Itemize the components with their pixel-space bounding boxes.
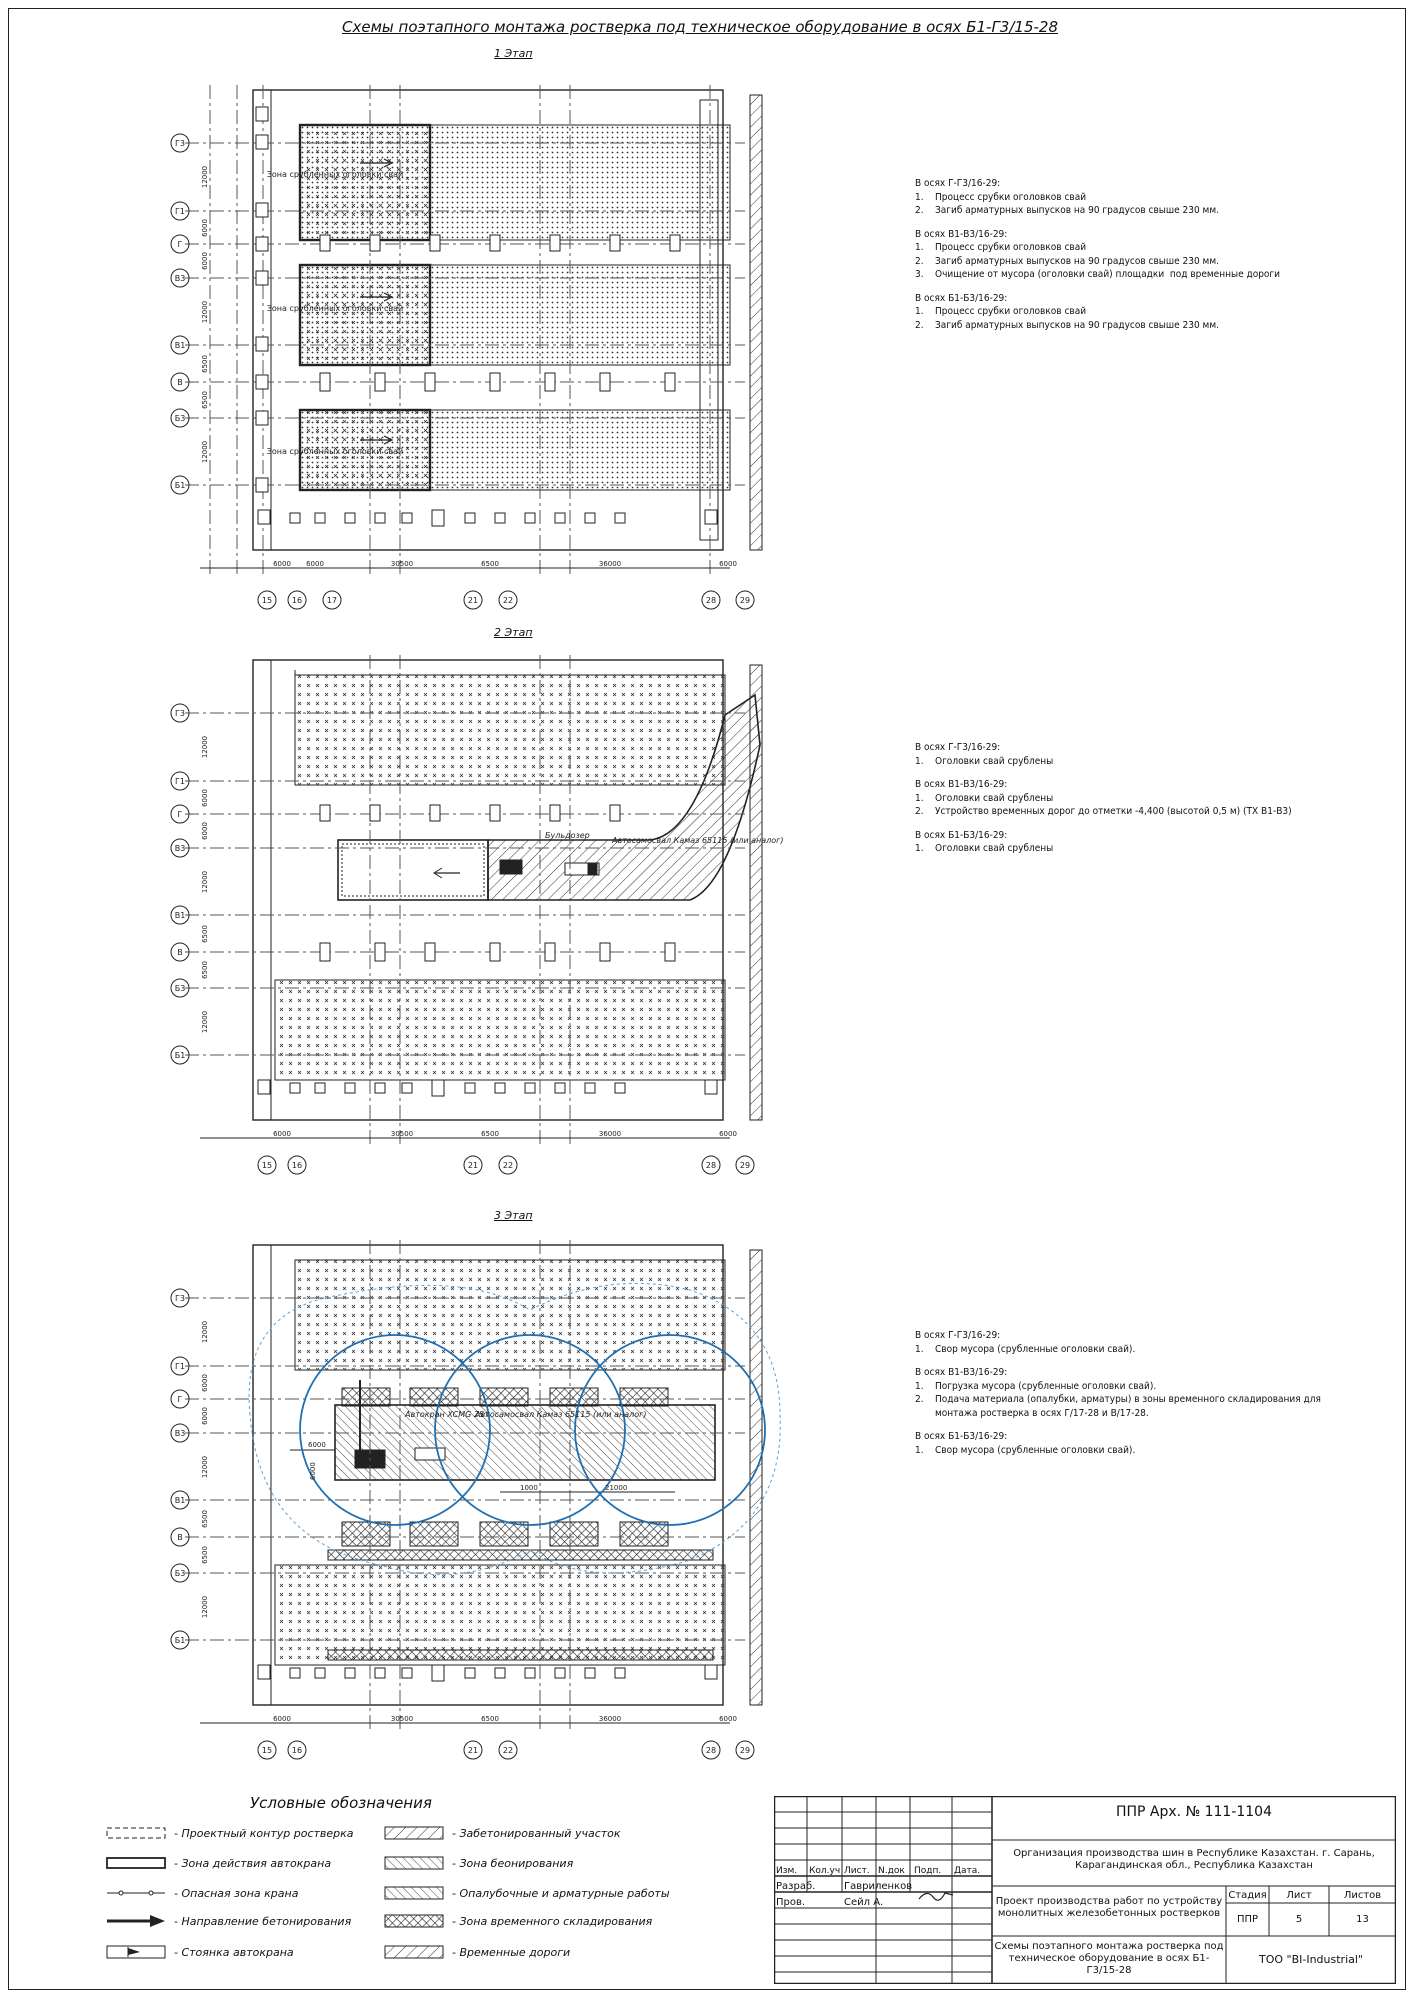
legend-storage-zone: - Зона временного складирования <box>384 1914 652 1928</box>
axis-label: Г <box>177 810 183 819</box>
stage-1-notes: В осях Г-Г3/16-29: 1. Процесс срубки оголовков свай 2. Загиб арматурных выпусков на 90 градусов свыше 230 мм. В осях В1-В3/16-29: 1. Процесс срубки оголовков свай 2. Загиб арматурных выпусков на 90 градусов свыше 230 мм. 3. Очищение от мусора (оголовки свай) площадки под временные дороги В осях Б1-Б3/16-29: 1. Процесс срубки оголовков свай 2. Загиб арматурных выпусков на 90 градусов свыше 230 мм. <box>915 178 1280 331</box>
solid-line-icon <box>106 1856 166 1870</box>
dim-label: 36000 <box>598 560 622 568</box>
axis-label: Г3 <box>175 709 185 718</box>
sheet-header: Лист <box>1286 1890 1312 1901</box>
zone-label: Зона срубленных оголовки свай <box>266 304 404 313</box>
flag-icon <box>106 1945 166 1959</box>
legend-temp-roads: - Временные дороги <box>384 1945 570 1959</box>
axis-label: Б1 <box>174 1051 186 1060</box>
header-koluch: Кол.уч <box>809 1866 841 1876</box>
axis-label: Б1 <box>174 481 186 490</box>
dim-label: 36000 <box>598 1130 622 1138</box>
axis-label: 16 <box>291 1746 303 1755</box>
axis-label: Г <box>177 240 183 249</box>
dim-label: 12000 <box>201 440 209 464</box>
stage-3-title: 3 Этап <box>494 1209 533 1222</box>
dim-label: 21000 <box>605 1484 628 1492</box>
axis-label: Г1 <box>175 1362 185 1371</box>
dim-label: 6000 <box>201 822 209 840</box>
legend-crane-zone: - Зона действия автокрана <box>106 1856 331 1870</box>
stage-3-notes: В осях Г-Г3/16-29: 1. Свор мусора (срубленные оголовки свай). В осях В1-В3/16-29: 1. Погрузка мусора (срубленные оголовки свай). 2. Подача материала (опалубки, арматуры) в зоны временного складирования для монтажа ростверка в осях Г/17-28 и В/17-28. В осях Б1-Б3/16-29: 1. Свор мусора (срубленные оголовки свай). <box>915 1330 1321 1456</box>
axis-label: В3 <box>174 274 186 283</box>
axis-label: В3 <box>174 844 186 853</box>
header-podp: Подп. <box>914 1866 942 1876</box>
dim-label: 6000 <box>719 1130 737 1138</box>
dim-label: 12000 <box>201 165 209 189</box>
role-checker: Пров. <box>776 1897 806 1908</box>
axis-label: 22 <box>502 596 514 605</box>
signature-icon <box>919 1893 953 1900</box>
axis-label: 17 <box>326 596 338 605</box>
axis-label: 28 <box>705 1161 717 1170</box>
company-name: ТОО "BI-Industrial" <box>1258 1953 1363 1966</box>
header-ndok: N.док <box>878 1866 905 1876</box>
axis-label: Г1 <box>175 207 185 216</box>
zone-label: Зона срубленных оголовки свай <box>266 447 404 456</box>
axis-label: 21 <box>467 1161 479 1170</box>
dim-label: 6000 <box>719 560 737 568</box>
axis-label: Б3 <box>174 984 186 993</box>
stage-2-title: 2 Этап <box>494 626 533 639</box>
stage-1-title: 1 Этап <box>494 47 533 60</box>
dim-label: 12000 <box>201 1595 209 1619</box>
axis-label: 21 <box>467 596 479 605</box>
axis-label: 21 <box>467 1746 479 1755</box>
truck-label: Автосамосвал Камаз 65115 (или аналог) <box>612 836 784 845</box>
legend-project-contour: - Проектный контур ростверка <box>106 1826 354 1840</box>
stage-header: Стадия <box>1228 1890 1267 1901</box>
dashed-line-icon <box>106 1826 166 1840</box>
dim-label: 30500 <box>390 1130 414 1138</box>
dim-label: 1000 <box>520 1484 538 1492</box>
dim-label: 6000 <box>201 1407 209 1425</box>
arrow-right-icon <box>106 1914 166 1928</box>
axis-label: 29 <box>739 1161 751 1170</box>
dim-label: 6000 <box>201 1374 209 1392</box>
doc-code: ППР Арх. № 111-1104 <box>1115 1804 1272 1820</box>
dim-label: 6500 <box>201 961 209 979</box>
header-list: Лист. <box>844 1866 870 1876</box>
axis-label: 15 <box>261 596 273 605</box>
stage-1-plan <box>170 85 810 615</box>
dim-label: 36000 <box>598 1715 622 1723</box>
dim-label: 6500 <box>201 1510 209 1528</box>
dim-label: 6500 <box>481 1715 499 1723</box>
legend-concreting-direction: - Направление бетонирования <box>106 1914 351 1928</box>
title-block <box>774 1796 1396 1984</box>
dim-label: 6000 <box>308 1441 326 1449</box>
dim-label: 12000 <box>201 1455 209 1479</box>
bulldozer-label: Бульдозер <box>545 831 590 840</box>
axis-label: 22 <box>502 1746 514 1755</box>
stage-2-notes: В осях Г-Г3/16-29: 1. Оголовки свай срублены В осях В1-В3/16-29: 1. Оголовки свай срублены 2. Устройство временных дорог до отметки -4,400 (высотой 0,5 м) (ТХ В1-В3) В осях Б1-Б3/16-29: 1. Оголовки свай срублены <box>915 742 1292 854</box>
axis-label: В <box>177 378 183 387</box>
legend-formwork: - Опалубочные и арматурные работы <box>384 1886 670 1900</box>
stage-2-plan <box>170 655 810 1185</box>
org-text: Организация производства шин в Республике Казахстан. г. Сарань, Карагандинская обл., Республика Казахстан <box>1013 1848 1375 1871</box>
stage-3-plan <box>170 1240 810 1770</box>
axis-label: Г1 <box>175 777 185 786</box>
dotted-line-icon <box>106 1886 166 1900</box>
dim-label: 6500 <box>481 1130 499 1138</box>
axis-label: В <box>177 948 183 957</box>
axis-label: В <box>177 1533 183 1542</box>
dim-label: 6000 <box>273 560 291 568</box>
dim-label: 12000 <box>201 300 209 324</box>
legend-title: Условные обозначения <box>250 1794 432 1812</box>
axis-label: В1 <box>174 1496 186 1505</box>
axis-label: В1 <box>174 911 186 920</box>
legend-danger-zone: - Опасная зона крана <box>106 1886 298 1900</box>
axis-label: 29 <box>739 1746 751 1755</box>
sheets-header: Листов <box>1343 1890 1382 1901</box>
role-developer: Разраб. <box>776 1881 816 1892</box>
axis-label: 15 <box>261 1746 273 1755</box>
axis-label: Г <box>177 1395 183 1404</box>
dim-label: 6500 <box>201 391 209 409</box>
dim-label: 12000 <box>201 1010 209 1034</box>
legend-concreted-area: - Забетонированный участок <box>384 1826 621 1840</box>
axis-label: В3 <box>174 1429 186 1438</box>
dim-label: 12000 <box>201 1320 209 1344</box>
axis-label: В1 <box>174 341 186 350</box>
hatch-icon <box>384 1886 444 1900</box>
axis-label: 15 <box>261 1161 273 1170</box>
axis-label: Б3 <box>174 1569 186 1578</box>
dim-label: 6500 <box>481 560 499 568</box>
dim-label: 12000 <box>201 735 209 759</box>
truck-label: Автосамосвал Камаз 65115 (или аналог) <box>475 1410 647 1419</box>
dim-label: 6000 <box>201 789 209 807</box>
dim-label: 30500 <box>390 1715 414 1723</box>
header-izm: Изм. <box>776 1866 798 1876</box>
dim-label: 6000 <box>719 1715 737 1723</box>
axis-label: 16 <box>291 596 303 605</box>
dim-label: 12000 <box>201 870 209 894</box>
axis-label: 22 <box>502 1161 514 1170</box>
dim-label: 6000 <box>273 1130 291 1138</box>
legend-concreting-zone: - Зона беонирования <box>384 1856 573 1870</box>
name-developer: Гавриленков <box>844 1881 913 1892</box>
drawing-title: Схемы поэтапного монтажа ростверка под техническое оборудование в осях Б1-Г3/15-28 <box>342 18 1058 36</box>
dim-label: 30500 <box>390 560 414 568</box>
project-name: Проект производства работ по устройству монолитных железобетонных ростверков <box>995 1896 1223 1919</box>
axis-label: Б3 <box>174 414 186 423</box>
hatch-icon <box>384 1945 444 1959</box>
axis-label: 29 <box>739 596 751 605</box>
crosshatch-icon <box>384 1914 444 1928</box>
dim-label: 6000 <box>309 1462 317 1480</box>
sheet-value: 5 <box>1295 1914 1303 1925</box>
hatch-icon <box>384 1856 444 1870</box>
axis-label: Г3 <box>175 139 185 148</box>
crane-label: Автокран XCMG 25т <box>405 1410 489 1419</box>
drawing-name: Схемы поэтапного монтажа ростверка под техническое оборудование в осях Б1-Г3/15-28 <box>994 1941 1224 1976</box>
stage-value: ППР <box>1236 1914 1259 1925</box>
axis-label: 16 <box>291 1161 303 1170</box>
header-data: Дата. <box>954 1866 981 1876</box>
name-checker: Сейл А. <box>844 1897 884 1908</box>
dim-label: 6000 <box>306 560 324 568</box>
dim-label: 6500 <box>201 925 209 943</box>
axis-label: Г3 <box>175 1294 185 1303</box>
axis-label: 28 <box>705 596 717 605</box>
dim-label: 6500 <box>201 1546 209 1564</box>
dim-label: 6000 <box>201 219 209 237</box>
axis-label: 28 <box>705 1746 717 1755</box>
zone-label: Зона срубленных оголовки свай <box>266 170 404 179</box>
sheets-value: 13 <box>1356 1914 1369 1925</box>
legend-crane-parking: - Стоянка автокрана <box>106 1945 294 1959</box>
dim-label: 6500 <box>201 355 209 373</box>
hatch-icon <box>384 1826 444 1840</box>
dim-label: 6000 <box>201 252 209 270</box>
axis-label: Б1 <box>174 1636 186 1645</box>
dim-label: 6000 <box>273 1715 291 1723</box>
